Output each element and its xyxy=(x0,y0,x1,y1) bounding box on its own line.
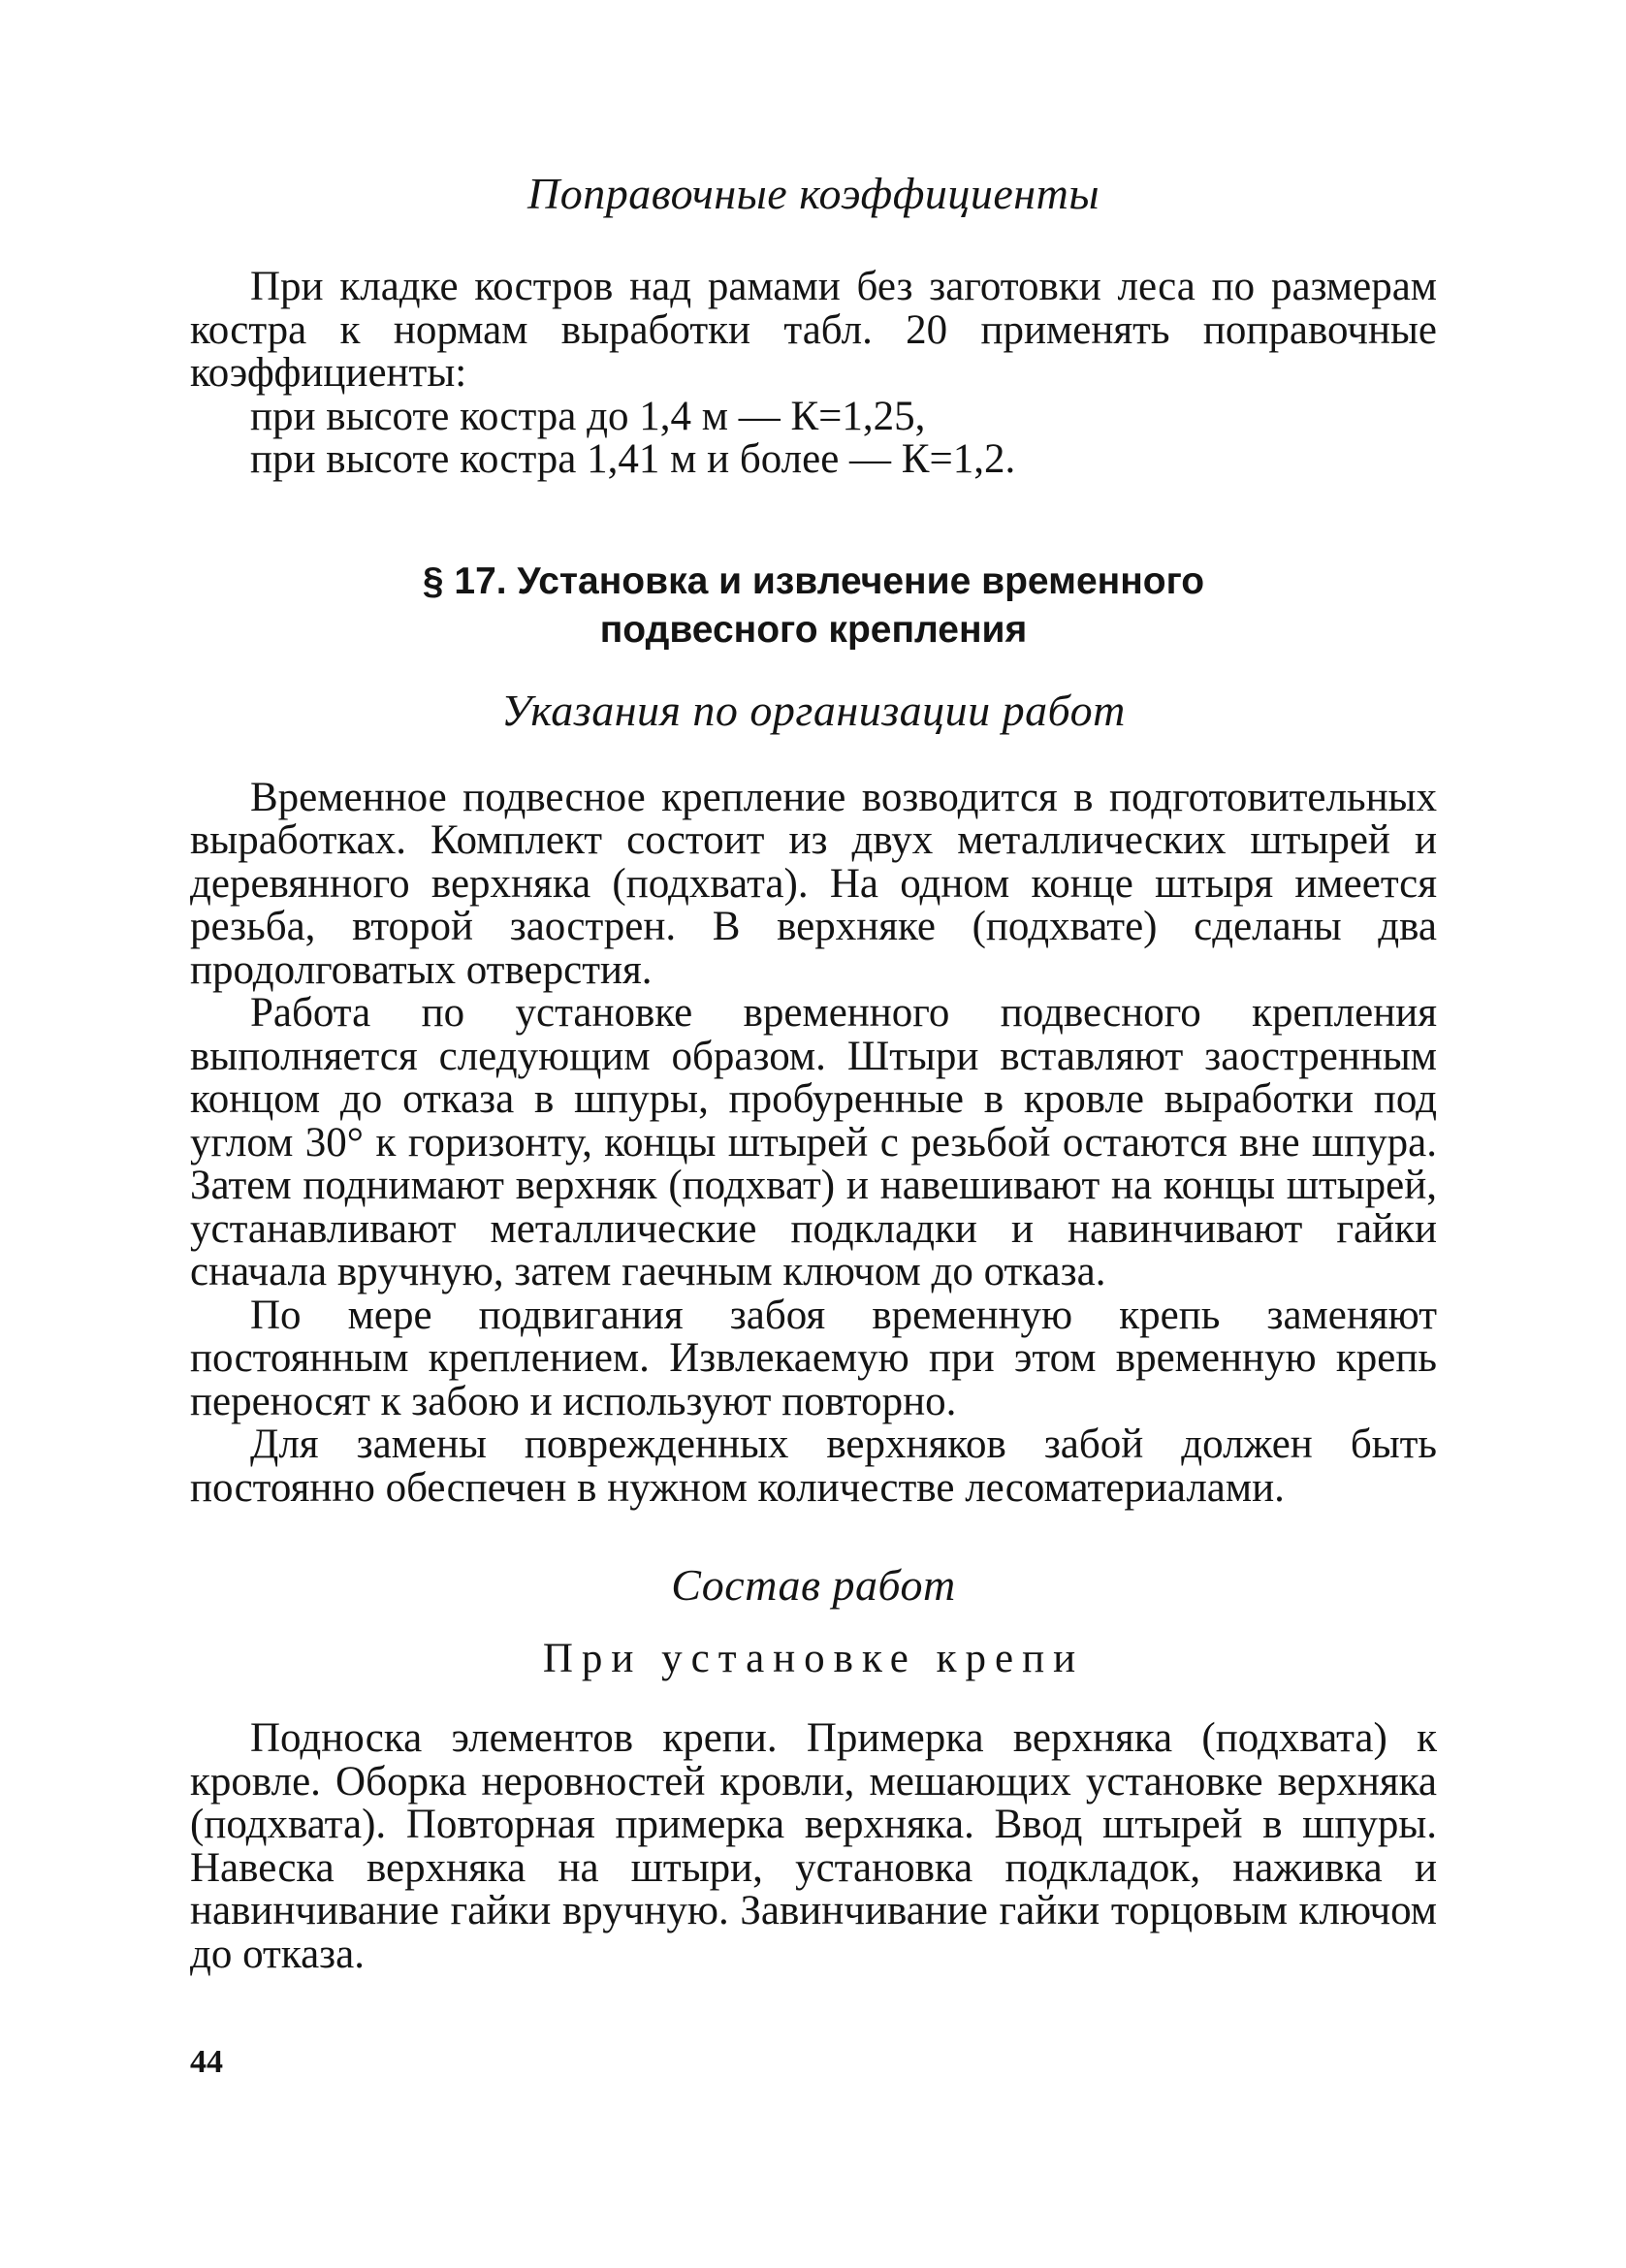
section-title-line-1: § 17. Установка и извлечение временного xyxy=(422,559,1205,602)
paragraph-4: Для замены поврежденных верхняков забой должен быть постоянно обеспечен в нужном количестве лесоматериалами. xyxy=(190,1421,1437,1511)
page-number: 44 xyxy=(190,2044,223,2080)
subheading-installation: При установке крепи xyxy=(542,1636,1085,1681)
subheading-work-composition: Состав работ xyxy=(671,1560,956,1610)
paragraph-1: Временное подвесное крепление возводится в подготовительных выработках. Комплект состоит из двух металлических штырей и деревянного верхняка (подхвата). На одном конце штыря имеется резьба, второй заострен. В верхняке (подхвате) сделаны два продолговатых отверстия. xyxy=(190,774,1437,993)
paragraph-2: Работа по установке временного подвесного крепления выполняется следующим образом. Штыри вставляют заостренным концом до отказа в шпуры, пробуренные в кровле выработки под углом 30° к горизонту, концы штырей с резьбой остаются вне шпура. Затем поднимают верхняк (подхват) и навешивают на концы штырей, устанавливают металлические подкладки и навинчивают гайки сначала вручную, затем гаечным ключом до отказа. xyxy=(190,990,1437,1294)
correction-item-1: при высоте костра до 1,4 м — К=1,25, xyxy=(250,393,926,439)
correction-item-2: при высоте костра 1,41 м и более — К=1,2. xyxy=(250,436,1016,482)
subheading-work-instructions: Указания по организации работ xyxy=(501,685,1126,735)
page-content xyxy=(190,145,1437,1976)
correction-paragraph: При кладке костров над рамами без заготовки леса по размерам костра к нормам выработки табл. 20 применять поправочные коэффициенты: xyxy=(190,264,1437,396)
section-heading xyxy=(190,558,1437,655)
subheading-correction-coefficients: Поправочные коэффициенты xyxy=(527,169,1100,218)
paragraph-3: По мере подвигания забоя временную крепь заменяют постоянным креплением. Извлекаемую при этом временную крепь переносят к забою и используют повторно. xyxy=(190,1292,1437,1424)
installation-paragraph: Подноска элементов крепи. Примерка верхняка (подхвата) к кровле. Оборка неровностей кровли, мешающих установке верхняка (подхвата). Повторная примерка верхняка. Ввод штырей в шпуры. Навеска верхняка на штыри, установка подкладок, наживка и навинчивание гайки вручную. Завинчивание гайки торцовым ключом до отказа. xyxy=(190,1715,1437,1977)
section-title-line-2: подвесного крепления xyxy=(599,608,1028,651)
